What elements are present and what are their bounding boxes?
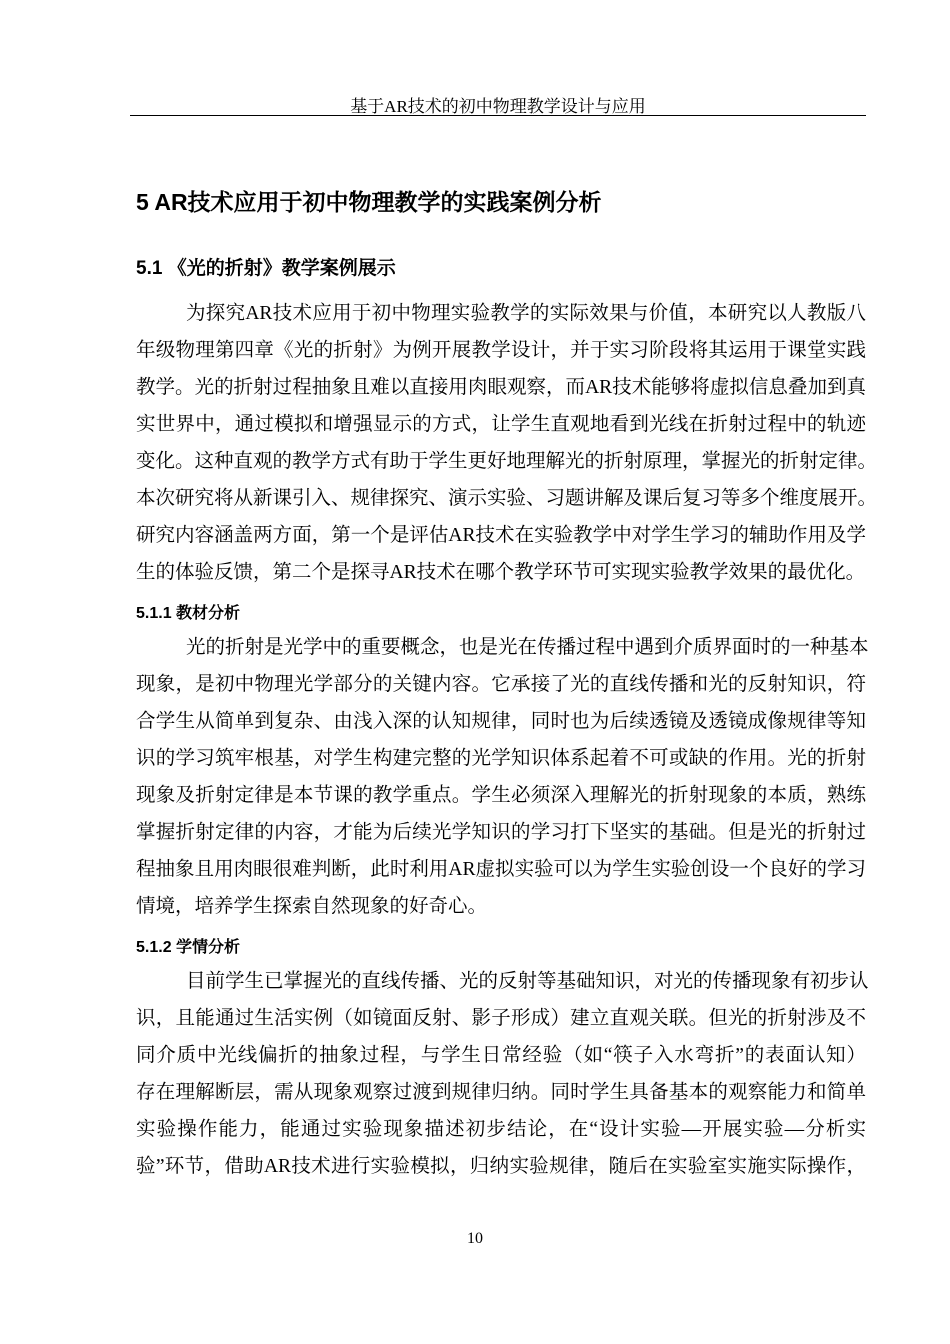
text-line: 存在理解断层，需从现象观察过渡到规律归纳。同时学生具备基本的观察能力和简单 bbox=[136, 1082, 866, 1103]
text-line: 验”环节，借助AR技术进行实验模拟，归纳实验规律，随后在实验室实施实际操作， bbox=[136, 1156, 866, 1177]
paragraph-student-analysis bbox=[136, 963, 869, 1185]
subsection-heading-students: 5.1.2 学情分析 bbox=[136, 939, 241, 956]
text-line: 合学生从简单到复杂、由浅入深的认知规律，同时也为后续透镜及透镜成像规律等知 bbox=[136, 711, 866, 732]
text-line: 实世界中，通过模拟和增强显示的方式，让学生直观地看到光线在折射过程中的轨迹 bbox=[136, 414, 866, 435]
text-line: 本次研究将从新课引入、规律探究、演示实验、习题讲解及课后复习等多个维度展开。 bbox=[136, 488, 878, 509]
chapter-title: 5 AR技术应用于初中物理教学的实践案例分析 bbox=[136, 189, 602, 215]
header-rule bbox=[130, 115, 866, 116]
text-line: 目前学生已掌握光的直线传播、光的反射等基础知识，对光的传播现象有初步认 bbox=[186, 971, 869, 992]
text-line: 研究内容涵盖两方面，第一个是评估AR技术在实验教学中对学生学习的辅助作用及学 bbox=[136, 525, 866, 546]
text-line: 识的学习筑牢根基，对学生构建完整的光学知识体系起着不可或缺的作用。光的折射 bbox=[136, 748, 866, 769]
text-line: 变化。这种直观的教学方式有助于学生更好地理解光的折射原理，掌握光的折射定律。 bbox=[136, 451, 878, 472]
paragraph-textbook-analysis bbox=[136, 629, 869, 925]
page-number: 10 bbox=[467, 1230, 483, 1247]
running-header: 基于AR技术的初中物理教学设计与应用 bbox=[350, 97, 646, 116]
section-title: 5.1 《光的折射》教学案例展示 bbox=[136, 258, 396, 279]
text-line: 现象及折射定律是本节课的教学重点。学生必须深入理解光的折射现象的本质，熟练 bbox=[136, 785, 866, 806]
text-line: 现象，是初中物理光学部分的关键内容。它承接了光的直线传播和光的反射知识，符 bbox=[136, 674, 866, 695]
text-line: 光的折射是光学中的重要概念，也是光在传播过程中遇到介质界面时的一种基本 bbox=[186, 637, 869, 658]
text-line: 为探究AR技术应用于初中物理实验教学的实际效果与价值，本研究以人教版八 bbox=[186, 303, 866, 324]
text-line: 实验操作能力，能通过实验现象描述初步结论，在“设计实验—开展实验—分析实 bbox=[136, 1119, 866, 1140]
text-line: 生的体验反馈，第二个是探寻AR技术在哪个教学环节可实现实验教学效果的最优化。 bbox=[136, 562, 866, 583]
text-line: 同介质中光线偏折的抽象过程，与学生日常经验（如“筷子入水弯折”的表面认知） bbox=[136, 1045, 866, 1066]
text-line: 掌握折射定律的内容，才能为后续光学知识的学习打下坚实的基础。但是光的折射过 bbox=[136, 822, 866, 843]
paragraph-intro bbox=[136, 295, 878, 591]
text-line: 教学。光的折射过程抽象且难以直接用肉眼观察，而AR技术能够将虚拟信息叠加到真 bbox=[136, 377, 866, 398]
text-line: 识，且能通过生活实例（如镜面反射、影子形成）建立直观关联。但光的折射涉及不 bbox=[136, 1008, 866, 1029]
subsection-heading-textbook: 5.1.1 教材分析 bbox=[136, 605, 241, 622]
text-line: 程抽象且用肉眼很难判断，此时利用AR虚拟实验可以为学生实验创设一个良好的学习 bbox=[136, 859, 866, 880]
text-line: 年级物理第四章《光的折射》为例开展教学设计，并于实习阶段将其运用于课堂实践 bbox=[136, 340, 866, 361]
text-line: 情境，培养学生探索自然现象的好奇心。 bbox=[136, 896, 488, 917]
